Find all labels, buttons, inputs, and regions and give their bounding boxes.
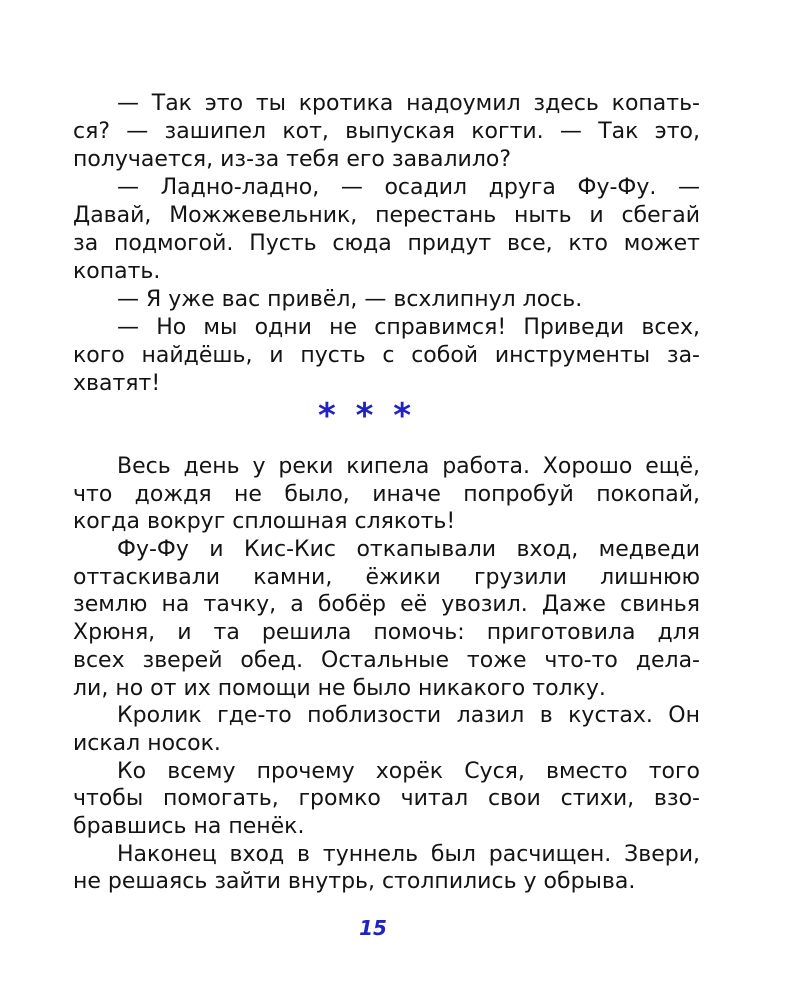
text-line: всех зверей обед. Остальные тоже что-то дела- — [73, 647, 700, 673]
text-line: оттаскивали камни, ёжики грузили лишнюю — [73, 564, 700, 590]
text-section-narrative — [73, 453, 700, 896]
text-line: землю на тачку, а бобёр её увозил. Даже свинья — [73, 592, 700, 618]
text-line: Давай, Можжевельник, перестань ныть и сбегай — [73, 203, 700, 228]
text-line: получается, из-за тебя его завалило? — [73, 147, 512, 172]
paragraph — [73, 286, 700, 314]
page-number: 15 — [359, 916, 387, 940]
text-line: когда вокруг сплошная слякоть! — [73, 509, 456, 535]
text-line: чтобы помогать, громко читал свои стихи, взо- — [73, 786, 700, 812]
text-line: Ко всему прочему хорёк Суся, вместо того — [117, 758, 700, 784]
paragraph — [73, 90, 700, 174]
text-line: — Но мы одни не справимся! Приведи всех, — [117, 315, 700, 340]
section-separator: * * * — [317, 396, 415, 436]
text-line: копать. — [73, 259, 161, 284]
text-line: не решаясь зайти внутрь, столпились у обрыва. — [73, 869, 636, 895]
text-line: ся? — зашипел кот, выпуская когти. — Так это, — [73, 119, 700, 144]
text-line: Хрюня, и та решила помочь: приготовила для — [73, 620, 700, 646]
text-line: — Ладно-ладно, — осадил друга Фу-Фу. — — [117, 175, 700, 200]
paragraph — [73, 702, 700, 757]
text-line: — Я уже вас привёл, — всхлипнул лось. — [117, 287, 583, 312]
paragraph — [73, 174, 700, 286]
paragraph — [73, 841, 700, 896]
text-line: за подмогой. Пусть сюда придут все, кто может — [73, 231, 700, 256]
text-line: искал носок. — [73, 730, 221, 756]
text-line: кого найдёшь, и пусть с собой инструменты за- — [73, 343, 700, 368]
paragraph — [73, 314, 700, 398]
text-line: бравшись на пенёк. — [73, 813, 305, 839]
text-section-dialogue — [73, 90, 700, 398]
paragraph — [73, 536, 700, 702]
text-line: — Так это ты кротика надоумил здесь копать- — [117, 91, 700, 116]
text-line: Наконец вход в туннель был расчищен. Звери, — [117, 841, 700, 867]
paragraph — [73, 453, 700, 536]
text-line: Весь день у реки кипела работа. Хорошо ещё, — [117, 454, 700, 479]
text-line: что дождя не было, иначе попробуй покопай, — [73, 481, 700, 507]
text-line: Фу-Фу и Кис-Кис откапывали вход, медведи — [117, 537, 700, 563]
paragraph — [73, 758, 700, 841]
text-line: хватят! — [73, 371, 161, 396]
text-line: ли, но от их помощи не было никакого толку. — [73, 675, 606, 701]
text-line: Кролик где-то поблизости лазил в кустах. Он — [117, 703, 700, 729]
